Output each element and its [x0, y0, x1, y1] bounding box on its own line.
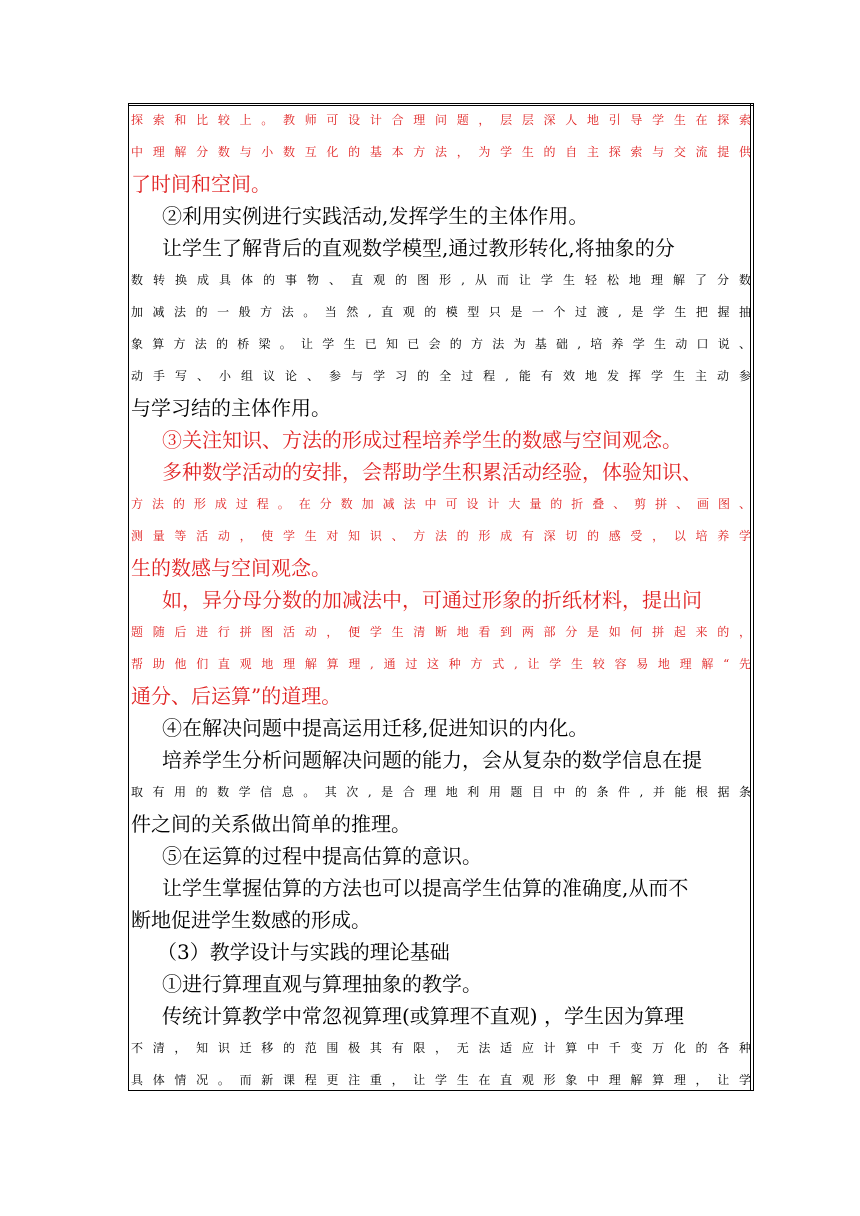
text-line: 生的数感与空间观念。: [131, 556, 331, 580]
text-line: 测量等活动，使学生对知识、方法的形成有深切的感受，以培养学: [131, 529, 751, 543]
text-line: 探索和比较上。教师可设计合理问题，层层深人地引导学生在探索: [131, 113, 751, 127]
text-line: ④在解决问题中提高运用迁移,促进知识的内化。: [162, 716, 589, 740]
text-line: 取有用的数学信息。其次,是合理地利用题目中的条件,并能根据条: [131, 785, 751, 799]
text-line: 件之间的关系做出简单的推理。: [131, 812, 411, 836]
text-line: 动手写、小组议论、参与学习的全过程,能有效地发挥学生主动参: [131, 369, 751, 383]
text-line: 方法的形成过程。在分数加减法中可设计大量的折叠、剪拼、画图、: [131, 497, 751, 511]
text-line: 如，异分母分数的加减法中，可通过形象的折纸材料，提出问: [162, 588, 702, 612]
text-line: 多种数学活动的安排，会帮助学生积累活动经验，体验知识、: [162, 460, 702, 484]
text-line: 通分、后运算”的道理。: [131, 684, 342, 708]
text-line: 培养学生分析问题解决问题的能力，会从复杂的数学信息在提: [162, 748, 702, 772]
text-line: 不清，知识迁移的范围极其有限，无法适应计算中千变万化的各种: [131, 1041, 751, 1055]
text-line: 了时间和空间。: [131, 172, 271, 196]
text-line: 帮助他们直观地理解算理,通过这种方式,让学生较容易地理解“先: [131, 657, 751, 671]
text-line: 让学生掌握估算的方法也可以提高学生估算的准确度,从而不: [162, 876, 689, 900]
text-line: ①进行算理直观与算理抽象的教学。: [162, 972, 482, 996]
text-line: 中理解分数与小数互化的基本方法，为学生的自主探索与交流提供: [131, 145, 751, 159]
table-cell-frame: [128, 103, 754, 1091]
text-line: 传统计算教学中常忽视算理(或算理不直观) ，学生因为算理: [162, 1004, 684, 1028]
text-line: 题随后进行拼图活动，便学生清断地看到两部分是如何拼起来的，: [131, 625, 751, 639]
text-line: ②利用实例进行实践活动,发挥学生的主体作用。: [162, 204, 589, 228]
text-line: 象算方法的桥梁。让学生已知已会的方法为基础,培养学生动口说、: [131, 337, 751, 351]
text-line: ⑤在运算的过程中提高估算的意识。: [162, 844, 482, 868]
text-line: 让学生了解背后的直观数学模型,通过教形转化,将抽象的分: [162, 236, 675, 260]
text-line: 与学习结的主体作用。: [131, 396, 331, 420]
text-line: ③关注知识、方法的形成过程培养学生的数感与空间观念。: [162, 428, 682, 452]
text-line: 断地促进学生数感的形成。: [131, 908, 371, 932]
text-line: 数转换成具体的事物、直观的图形,从而让学生轻松地理解了分数: [131, 273, 751, 287]
text-line: 具体情况。而新课程更注重，让学生在直观形象中理解算理，让学: [131, 1073, 751, 1087]
text-line: 加减法的一般方法。当然,直观的模型只是一个过渡,是学生把握抽: [131, 305, 751, 319]
section-heading: （3）教学设计与实践的理论基础: [157, 940, 450, 964]
